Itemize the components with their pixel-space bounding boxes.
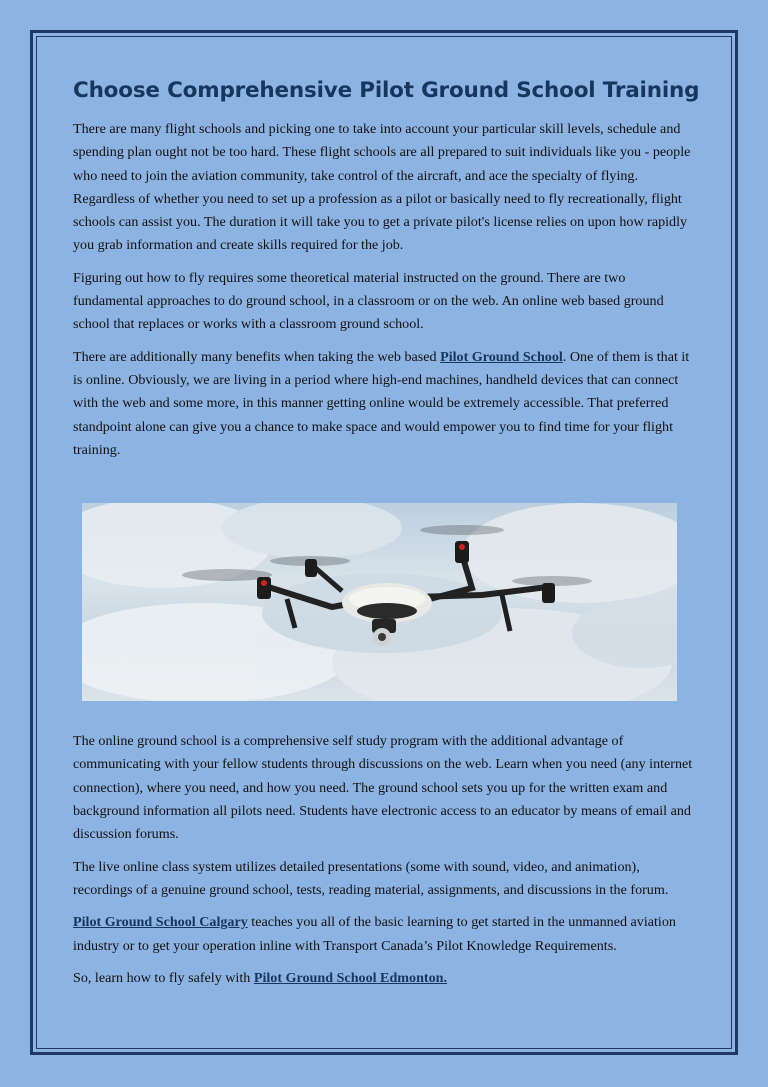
paragraph-intro: There are many flight schools and picking one to take into account your particular skill levels, schedule and spending plan ought not be too hard. These flight schools are all prepared to suit individuals like you - people who need to join the aviation community, take control of the aircraft, and ace the specialty of flying. Regardless of whether you need to set up a profession as a pilot or basically need to fly recreationally, flight schools can assist you. The duration it will take you to get a private pilot's license relies on upon how rapidly you grab information and create skills required for the job. [73,121,691,254]
drone-photo [82,503,677,701]
paragraph-benefits-text-2: . One of them is that it is online. Obviously, we are living in a period where high-end machines, handheld devices that can connect with the web and some more, in this manner getting online would be extremely accessible. That preferred standpoint alone can give you a chance to make space and would empower you to find time for your flight training. [73,348,690,458]
paragraph-closing-text: So, learn how to fly safely with [73,969,254,986]
paragraph-benefits [73,346,696,462]
link-pilot-ground-school[interactable]: Pilot Ground School [440,348,563,365]
paragraph-benefits-text-1: There are additionally many benefits when taking the web based [73,348,441,365]
drone-illustration [82,503,677,701]
paragraph-closing [73,967,696,990]
paragraph-ground-approaches: Figuring out how to fly requires some theoretical material instructed on the ground. There are two fundamental approaches to do ground school, in a classroom or on the web. An online web based ground school that replaces or works with a classroom ground school. [73,269,664,333]
link-pilot-ground-school-edmonton[interactable]: Pilot Ground School Edmonton. [253,969,448,986]
page-title: Choose Comprehensive Pilot Ground School Training [73,78,700,103]
link-pilot-ground-school-calgary[interactable]: Pilot Ground School Calgary [73,914,248,931]
paragraph-live-class: The live online class system utilizes detailed presentations (some with sound, video, and animation), recordings of a genuine ground school, tests, reading material, assignments, and discussions in the forum. [73,858,669,898]
paragraph-online-program: The online ground school is a comprehensive self study program with the additional advantage of communicating with your fellow students through discussions on the web. Learn when you need (any internet connection), where you need, and how you need. The ground school sets you up for the written exam and background information all pilots need. Students have electronic access to an educator by means of email and discussion forums. [73,733,693,843]
article [73,74,700,999]
paragraph-calgary-text: teaches you all of the basic learning to get started in the unmanned aviation industry or to get your operation inline with Transport Canada’s Pilot Knowledge Requirements. [73,914,676,954]
paragraph-calgary [73,911,696,958]
